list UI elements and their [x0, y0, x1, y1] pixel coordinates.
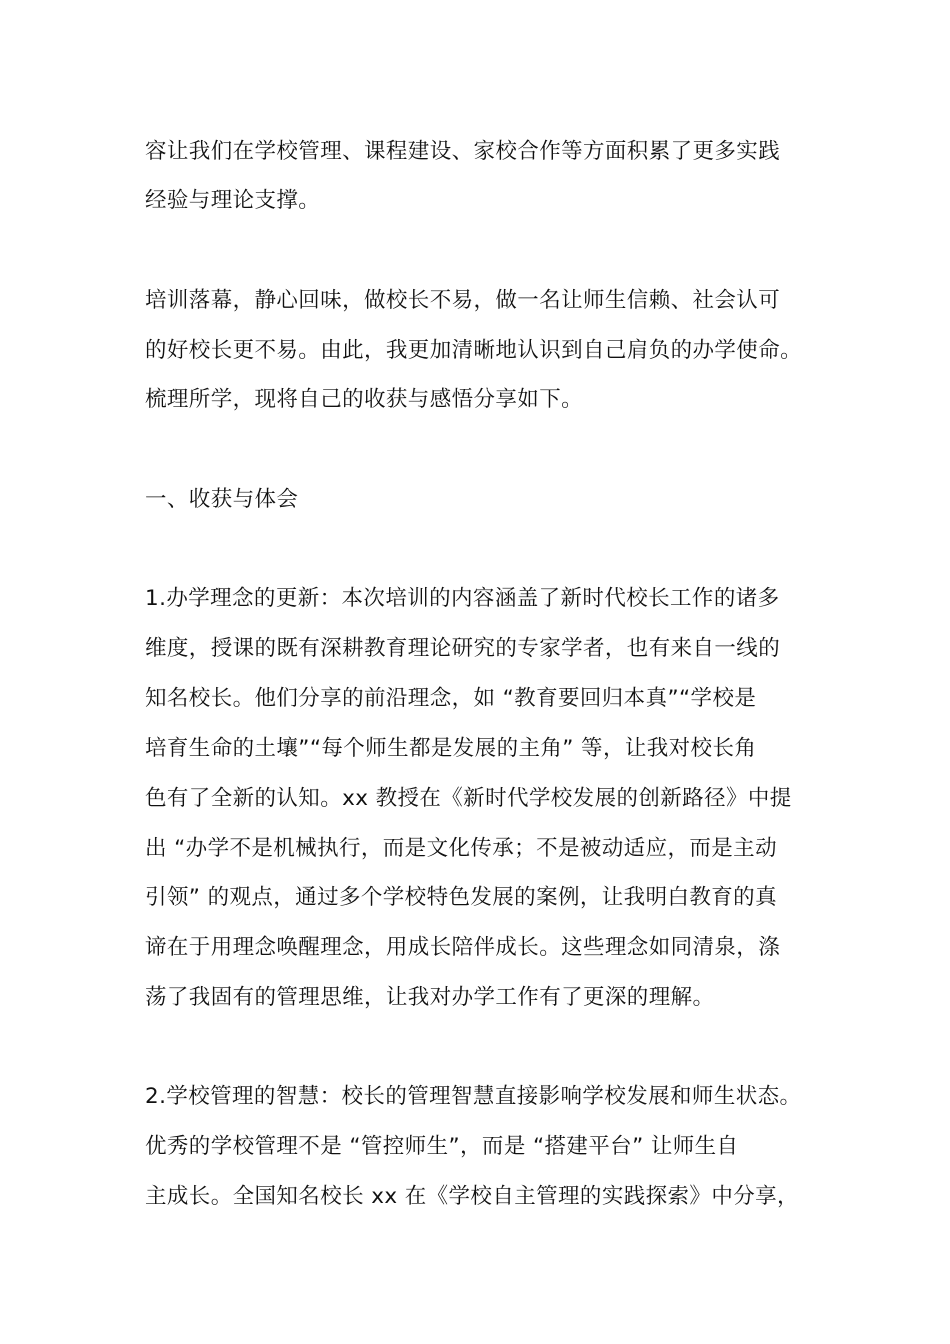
paragraph-3-line-5: 色有了全新的认知。xx 教授在《新时代学校发展的创新路径》中提: [145, 786, 792, 811]
paragraph-3-line-4: 培育生命的土壤”“每个师生都是发展的主角” 等，让我对校长角: [145, 736, 757, 761]
section-heading: 一、收获与体会: [145, 487, 299, 512]
paragraph-3-line-2: 维度，授课的既有深耕教育理论研究的专家学者，也有来自一线的: [145, 636, 781, 661]
paragraph-4-line-3: 主成长。全国知名校长 xx 在《学校自主管理的实践探索》中分享，: [145, 1184, 799, 1209]
paragraph-3-line-3: 知名校长。他们分享的前沿理念，如 “教育要回归本真”“学校是: [145, 686, 757, 711]
paragraph-2-line-1: 培训落幕，静心回味，做校长不易，做一名让师生信赖、社会认可: [145, 288, 781, 313]
paragraph-4-line-1: 2.学校管理的智慧：校长的管理智慧直接影响学校发展和师生状态。: [145, 1084, 802, 1109]
paragraph-2-line-2: 的好校长更不易。由此，我更加清晰地认识到自己肩负的办学使命。: [145, 338, 803, 363]
paragraph-4-line-2: 优秀的学校管理不是 “管控师生”，而是 “搭建平台” 让师生自: [145, 1134, 739, 1159]
paragraph-3-line-6: 出 “办学不是机械执行，而是文化传承；不是被动适应，而是主动: [145, 836, 777, 861]
paragraph-3-line-9: 荡了我固有的管理思维，让我对办学工作有了更深的理解。: [145, 985, 715, 1010]
paragraph-1-line-1: 容让我们在学校管理、课程建设、家校合作等方面积累了更多实践: [145, 139, 781, 164]
paragraph-1-line-2: 经验与理论支撑。: [145, 188, 321, 213]
paragraph-3-line-7: 引领” 的观点，通过多个学校特色发展的案例，让我明白教育的真: [145, 885, 777, 910]
paragraph-3-line-8: 谛在于用理念唤醒理念，用成长陪伴成长。这些理念如同清泉，涤: [145, 935, 781, 960]
paragraph-2-line-3: 梳理所学，现将自己的收获与感悟分享如下。: [145, 387, 584, 412]
paragraph-3-line-1: 1.办学理念的更新：本次培训的内容涵盖了新时代校长工作的诸多: [145, 586, 780, 611]
